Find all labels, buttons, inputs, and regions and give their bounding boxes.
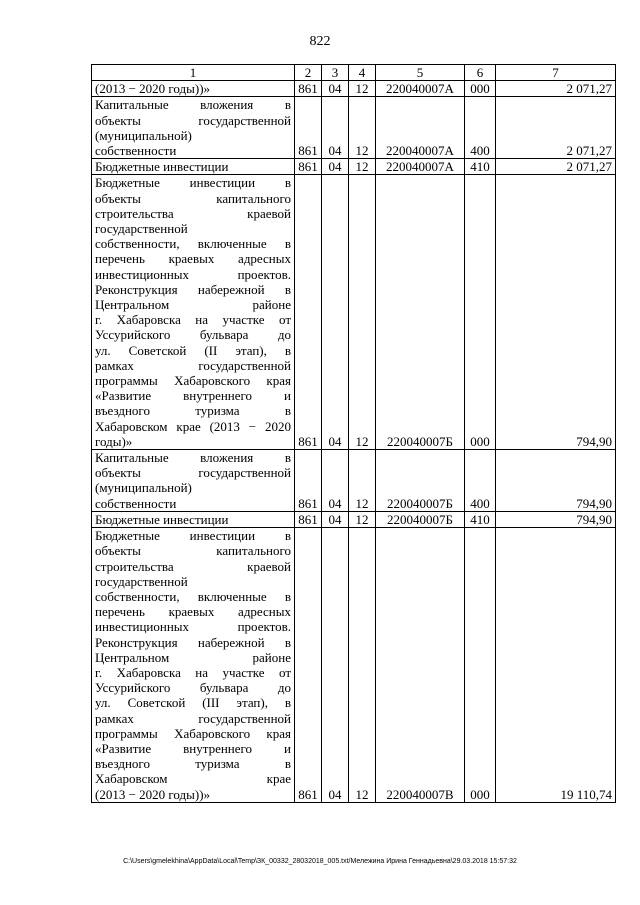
expense-type-code: 000 (465, 81, 496, 97)
section-code: 04 (322, 175, 349, 450)
target-article-code: 220040007Б (376, 175, 465, 450)
amount-cell: 2 071,27 (496, 81, 616, 97)
description-line: перечень краевых адресных (95, 604, 291, 620)
section-code: 04 (322, 528, 349, 803)
description-line: Уссурийского бульвара до (95, 327, 291, 343)
description-line: строительства краевой (95, 205, 291, 221)
description-line: Бюджетные инвестиции (95, 159, 229, 175)
subsection-code: 12 (349, 159, 376, 175)
description-line: ул. Советской (II этап), в (95, 342, 291, 358)
target-article-code: 220040007Б (376, 450, 465, 512)
expense-type-code: 000 (465, 175, 496, 450)
description-line: Реконструкция набережной в (95, 281, 291, 297)
column-header: 3 (322, 65, 349, 81)
description-line: въездного туризма в (95, 403, 291, 419)
description-line: объекты капитального (95, 190, 291, 206)
description-line: государственной (95, 573, 188, 589)
section-code: 04 (322, 511, 349, 527)
description-line: Центральном районе (95, 649, 291, 665)
description-line: (2013 − 2020 годы))» (95, 81, 211, 97)
target-article-code: 220040007А (376, 81, 465, 97)
description-line: Бюджетные инвестиции в (95, 528, 291, 544)
amount-cell: 794,90 (496, 511, 616, 527)
row-description (92, 511, 295, 527)
section-code: 04 (322, 450, 349, 512)
row-description (92, 159, 295, 175)
section-code: 04 (322, 159, 349, 175)
expense-type-code: 410 (465, 511, 496, 527)
description-line: (муниципальной) (95, 127, 192, 143)
amount-cell: 794,90 (496, 450, 616, 512)
expense-type-code: 400 (465, 450, 496, 512)
column-header: 4 (349, 65, 376, 81)
table-row (92, 450, 616, 512)
file-path-footer: C:\Users\gmelekhina\AppData\Local\Temp\ЗК_00332_28032018_005.txt/Мележина Ирина Геннадьевна\29.03.2018 15:57:32 (123, 858, 517, 865)
ministry-code: 861 (295, 528, 322, 803)
description-line: инвестиционных проектов. (95, 266, 291, 282)
description-line: строительства краевой (95, 558, 291, 574)
table-body (92, 81, 616, 803)
subsection-code: 12 (349, 450, 376, 512)
expense-type-code: 410 (465, 159, 496, 175)
description-line: Бюджетные инвестиции в (95, 175, 291, 191)
page-number: 822 (309, 34, 331, 49)
description-line: объекты капитального (95, 543, 291, 559)
description-line: Бюджетные инвестиции (95, 511, 229, 527)
description-line: государственной (95, 221, 188, 237)
description-line: (муниципальной) (95, 480, 192, 496)
ministry-code: 861 (295, 511, 322, 527)
description-line: Уссурийского бульвара до (95, 680, 291, 696)
description-line: Хабаровском крае (2013 − 2020 (95, 418, 291, 434)
ministry-code: 861 (295, 159, 322, 175)
description-line: инвестиционных проектов. (95, 619, 291, 635)
description-line: собственности, включенные в (95, 588, 291, 604)
description-line: г. Хабаровска на участке от (95, 664, 291, 680)
description-line: Центральном районе (95, 297, 291, 313)
description-line: «Развитие внутреннего и (95, 740, 291, 756)
target-article-code: 220040007В (376, 528, 465, 803)
table-row (92, 159, 616, 175)
subsection-code: 12 (349, 97, 376, 159)
description-line: г. Хабаровска на участке от (95, 312, 291, 328)
amount-cell: 794,90 (496, 175, 616, 450)
column-header: 5 (376, 65, 465, 81)
subsection-code: 12 (349, 511, 376, 527)
description-line: Реконструкция набережной в (95, 634, 291, 650)
target-article-code: 220040007А (376, 97, 465, 159)
description-line: объекты государственной (95, 465, 291, 481)
expense-type-code: 000 (465, 528, 496, 803)
description-line: Капитальные вложения в (95, 97, 291, 113)
description-line: рамках государственной (95, 710, 291, 726)
budget-table (91, 64, 616, 803)
table-row (92, 528, 616, 803)
row-description (92, 450, 295, 512)
description-line: перечень краевых адресных (95, 251, 291, 267)
ministry-code: 861 (295, 97, 322, 159)
row-description (92, 175, 295, 450)
column-header: 7 (496, 65, 616, 81)
amount-cell: 2 071,27 (496, 97, 616, 159)
section-code: 04 (322, 97, 349, 159)
description-line: Хабаровском крае (95, 771, 291, 787)
subsection-code: 12 (349, 81, 376, 97)
subsection-code: 12 (349, 175, 376, 450)
description-line: программы Хабаровского края (95, 373, 291, 389)
description-line: собственности, включенные в (95, 236, 291, 252)
column-header: 1 (92, 65, 295, 81)
ministry-code: 861 (295, 175, 322, 450)
description-line: объекты государственной (95, 112, 291, 128)
description-line: собственности (95, 143, 177, 159)
table-row (92, 97, 616, 159)
section-code: 04 (322, 81, 349, 97)
description-line: ул. Советской (III этап), в (95, 695, 291, 711)
table-row (92, 511, 616, 527)
description-line: годы)» (95, 433, 133, 449)
row-description (92, 97, 295, 159)
description-line: рамках государственной (95, 357, 291, 373)
description-line: въездного туризма в (95, 756, 291, 772)
amount-cell: 19 110,74 (496, 528, 616, 803)
column-header: 6 (465, 65, 496, 81)
description-line: программы Хабаровского края (95, 725, 291, 741)
column-header: 2 (295, 65, 322, 81)
description-line: собственности (95, 495, 177, 511)
row-description (92, 81, 295, 97)
description-line: Капитальные вложения в (95, 450, 291, 466)
header-row (92, 65, 616, 81)
table-row (92, 175, 616, 450)
expense-type-code: 400 (465, 97, 496, 159)
amount-cell: 2 071,27 (496, 159, 616, 175)
description-line: «Развитие внутреннего и (95, 388, 291, 404)
ministry-code: 861 (295, 81, 322, 97)
target-article-code: 220040007Б (376, 511, 465, 527)
row-description (92, 528, 295, 803)
ministry-code: 861 (295, 450, 322, 512)
table-row (92, 81, 616, 97)
target-article-code: 220040007А (376, 159, 465, 175)
subsection-code: 12 (349, 528, 376, 803)
description-line: (2013 − 2020 годы))» (95, 786, 211, 802)
